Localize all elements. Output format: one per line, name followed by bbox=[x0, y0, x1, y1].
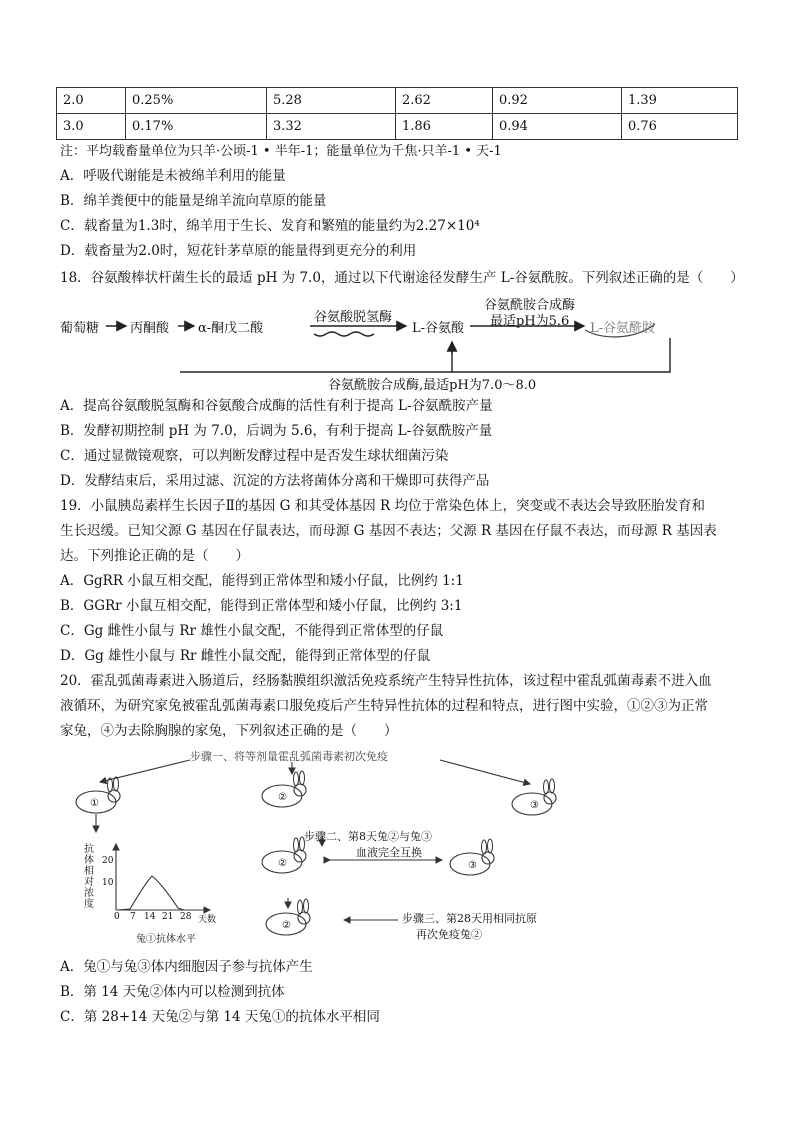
q19-option-d: D．Gg 雄性小鼠与 Rr 雌性小鼠交配，能得到正常体型的仔鼠 bbox=[60, 648, 431, 664]
metabolic-pathway-diagram bbox=[60, 296, 740, 392]
table-cell: 3.32 bbox=[267, 114, 396, 140]
q19-option-c: C．Gg 雌性小鼠与 Rr 雄性小鼠交配，不能得到正常体型的仔鼠 bbox=[60, 623, 444, 639]
table-note: 注：平均载畜量单位为只羊·公顷-1 • 半年-1；能量单位为千焦·只羊-1 • 天-1 bbox=[60, 144, 502, 159]
chart-y-label: 抗体相对浓度 bbox=[84, 844, 94, 910]
table-cell: 0.94 bbox=[493, 114, 622, 140]
l-glutamine-label: L-谷氨酰胺 bbox=[590, 321, 656, 336]
table-row bbox=[57, 114, 738, 140]
table-cell: 3.0 bbox=[57, 114, 126, 140]
step3-label-a: 步骤三、第28天用相同抗原 bbox=[402, 912, 537, 925]
q19-option-b: B．GGRr 小鼠互相交配，能得到正常体型和矮小仔鼠，比例约 3:1 bbox=[60, 598, 463, 614]
chart-x-tick: 14 bbox=[144, 912, 156, 922]
l-glutamate-label: L-谷氨酸 bbox=[412, 321, 465, 336]
chart-x-tick: 7 bbox=[130, 912, 136, 922]
step3-label-b: 再次免疫兔② bbox=[416, 928, 482, 941]
q20-stem-line2: 液循环，为研究家兔被霍乱弧菌毒素口服免疫后产生特异性抗体的过程和特点，进行图中实验，①②③为正常 bbox=[60, 698, 708, 714]
table-cell: 2.0 bbox=[57, 88, 126, 114]
antibody-curve bbox=[118, 876, 184, 910]
step1-label: 步骤一、将等剂量霍乱弧菌毒素初次免疫 bbox=[190, 750, 388, 763]
q19-stem-line3: 达。下列推论正确的是（ ） bbox=[60, 548, 249, 564]
q17-option-a: A．呼吸代谢能是未被绵羊利用的能量 bbox=[60, 168, 286, 184]
chart-y-tick: 10 bbox=[102, 878, 114, 888]
table-cell: 0.25% bbox=[126, 88, 267, 114]
data-table bbox=[56, 87, 738, 140]
rabbit-3-marker: ③ bbox=[530, 800, 539, 811]
rabbit-2-marker: ② bbox=[282, 920, 291, 931]
q18-option-c: C．通过显微镜观察，可以判断发酵过程中是否发生球状细菌污染 bbox=[60, 448, 449, 464]
table-cell: 0.17% bbox=[126, 114, 267, 140]
table-cell: 1.39 bbox=[622, 88, 738, 114]
q17-option-d: D．载畜量为2.0时，短花针茅草原的能量得到更充分的利用 bbox=[60, 243, 417, 259]
table-cell: 0.76 bbox=[622, 114, 738, 140]
q18-option-a: A．提高谷氨酸脱氢酶和谷氨酸合成酶的活性有利于提高 L-谷氨酰胺产量 bbox=[60, 398, 493, 414]
q19-option-a: A．GgRR 小鼠互相交配，能得到正常体型和矮小仔鼠，比例约 1:1 bbox=[60, 573, 464, 589]
q18-option-d: D．发酵结束后，采用过滤、沉淀的方法将菌体分离和干燥即可获得产品 bbox=[60, 473, 490, 489]
rabbit-3-marker: ③ bbox=[468, 860, 477, 871]
enzyme-glutamate-dehydrogenase-label: 谷氨酸脱氢酶 bbox=[314, 310, 393, 325]
pyruvate-label: 丙酮酸 bbox=[130, 321, 170, 336]
rabbit-1-marker: ① bbox=[90, 798, 99, 809]
q20-stem-line1: 20．霍乱弧菌毒素进入肠道后，经肠黏膜组织激活免疫系统产生特异性抗体，该过程中霍乱弧菌毒素不进入血 bbox=[60, 673, 712, 689]
q17-option-b: B．绵羊粪便中的能量是绵羊流向草原的能量 bbox=[60, 193, 327, 209]
chart-x-tick: 28 bbox=[180, 912, 192, 922]
step2-label-b: 血液完全互换 bbox=[356, 846, 422, 859]
q20-stem-line3: 家兔，④为去除胸腺的家兔，下列叙述正确的是（ ） bbox=[60, 723, 398, 739]
chart-x-unit: 天数 bbox=[198, 915, 217, 925]
q19-stem-line2: 生长迟缓。已知父源 G 基因在仔鼠表达，而母源 G 基因不表达；父源 R 基因在仔鼠不表达，而母源 R 基因表 bbox=[60, 523, 717, 539]
q18-option-b: B．发酵初期控制 pH 为 7.0，后调为 5.6，有利于提高 L-谷氨酰胺产量 bbox=[60, 423, 493, 439]
rabbit-2-marker: ② bbox=[278, 792, 287, 803]
q20-option-c: C．第 28+14 天兔②与第 14 天兔①的抗体水平相同 bbox=[60, 1009, 380, 1025]
glucose-label: 葡萄糖 bbox=[60, 321, 100, 336]
rabbit-2-marker: ② bbox=[278, 858, 287, 869]
q20-option-b: B．第 14 天兔②体内可以检测到抗体 bbox=[60, 984, 285, 1000]
step2-label-a: 步骤二、第8天兔②与兔③ bbox=[304, 830, 432, 843]
q20-option-a: A．兔①与兔③体内细胞因子参与抗体产生 bbox=[60, 959, 313, 975]
enzyme-glutamine-synthetase-label: 谷氨酰胺合成酶 bbox=[484, 298, 576, 313]
akg-label: α-酮戊二酸 bbox=[198, 321, 264, 336]
q19-stem-line1: 19．小鼠胰岛素样生长因子Ⅱ的基因 G 和其受体基因 R 均位于常染色体上，突变或不表达会导致胚胎发育和 bbox=[60, 498, 705, 514]
chart-x-tick: 0 bbox=[114, 912, 120, 922]
table-row bbox=[57, 88, 738, 114]
table-cell: 0.92 bbox=[493, 88, 622, 114]
table-cell: 5.28 bbox=[267, 88, 396, 114]
table-cell: 2.62 bbox=[396, 88, 493, 114]
q17-option-c: C．载畜量为1.3时，绵羊用于生长、发育和繁殖的能量约为2.27×10⁴ bbox=[60, 218, 480, 234]
chart-y-tick: 20 bbox=[102, 856, 114, 866]
enzyme-optimal-ph-label: 最适pH为5.6 bbox=[490, 314, 570, 329]
q18-stem: 18．谷氨酸棒状杆菌生长的最适 pH 为 7.0，通过以下代谢途径发酵生产 L-谷氨酰胺。下列叙述正确的是（ ） bbox=[60, 270, 744, 286]
antibody-chart bbox=[116, 844, 210, 910]
pathway-bottom-enzyme-label: 谷氨酰胺合成酶,最适pH为7.0～8.0 bbox=[328, 378, 537, 393]
chart-caption: 兔①抗体水平 bbox=[136, 934, 196, 945]
table-cell: 1.86 bbox=[396, 114, 493, 140]
experiment-diagram bbox=[60, 748, 740, 948]
chart-x-tick: 21 bbox=[162, 912, 174, 922]
